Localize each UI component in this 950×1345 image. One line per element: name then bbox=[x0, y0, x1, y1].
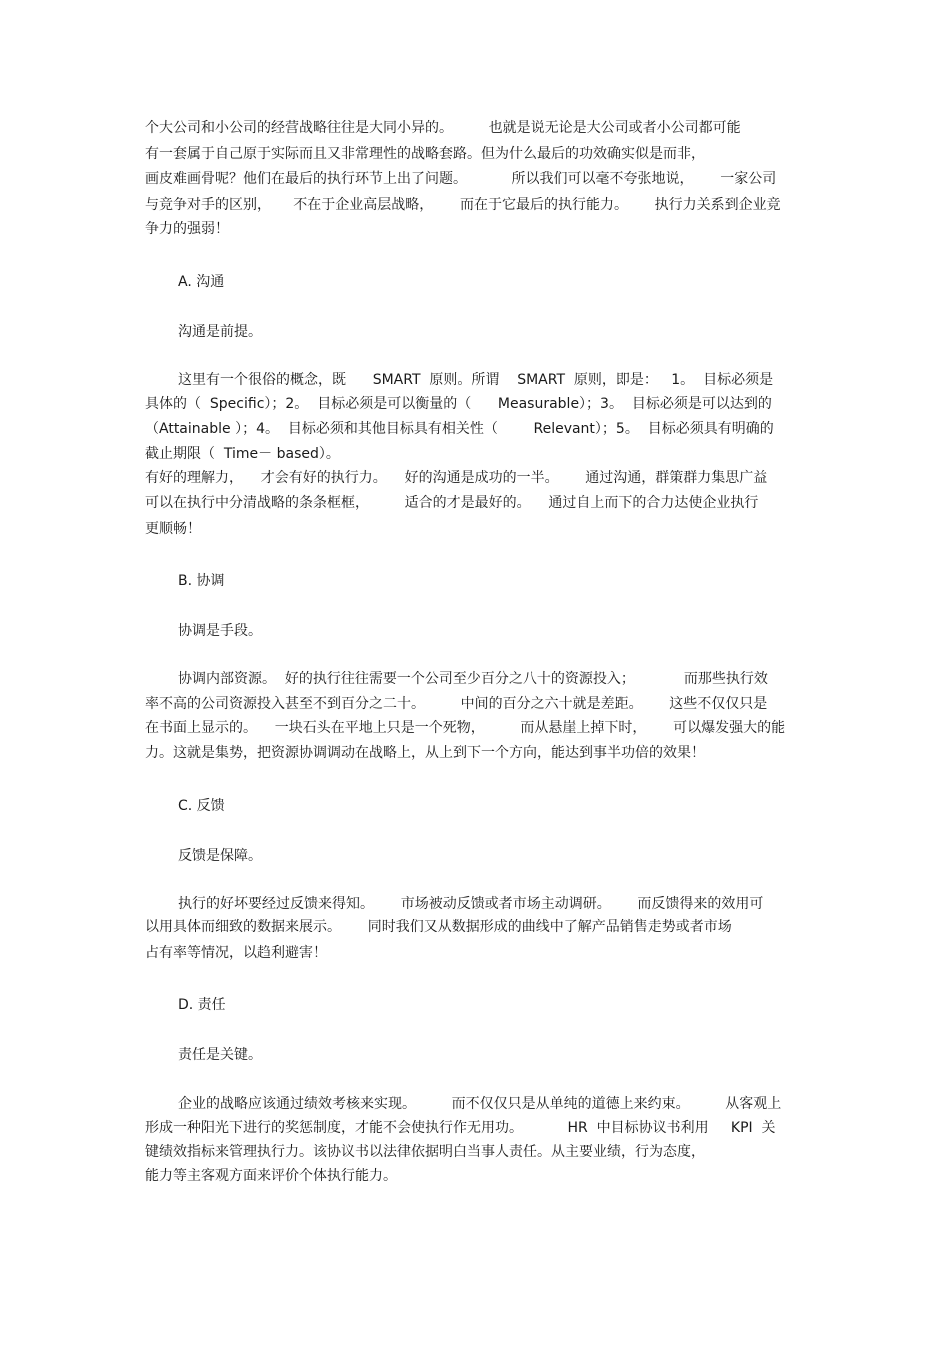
section-tagline: 反馈是保障。 bbox=[178, 848, 262, 864]
section-heading: B. 协调 bbox=[178, 573, 225, 589]
text-line: 率不高的公司资源投入甚至不到百分之二十。 中间的百分之六十就是差距。 这些不仅仅只是 bbox=[145, 696, 768, 712]
text-line: 与竞争对手的区别， 不在于企业高层战略， 而在于它最后的执行能力。 执行力关系到企业竞 bbox=[145, 197, 781, 213]
text-line: 争力的强弱！ bbox=[145, 221, 229, 237]
text-line: 这里有一个很俗的概念，既 SMART 原则。所谓 SMART 原则，即是： 1。 目标必须是 bbox=[178, 372, 774, 388]
text-line: 可以在执行中分清战略的条条框框， 适合的才是最好的。 通过自上而下的合力达使企业执行 bbox=[145, 495, 759, 511]
text-line: 以用具体而细致的数据来展示。 同时我们又从数据形成的曲线中了解产品销售走势或者市场 bbox=[145, 919, 732, 935]
text-line: 执行的好坏要经过反馈来得知。 市场被动反馈或者市场主动调研。 而反馈得来的效用可 bbox=[178, 896, 764, 912]
text-line: 个大公司和小公司的经营战略往往是大同小异的。 也就是说无论是大公司或者小公司都可能 bbox=[145, 120, 741, 136]
text-line: 能力等主客观方面来评价个体执行能力。 bbox=[145, 1168, 397, 1184]
text-line: 占有率等情况，以趋利避害！ bbox=[145, 945, 327, 961]
text-line: 力。这就是集势，把资源协调调动在战略上，从上到下一个方向，能达到事半功倍的效果！ bbox=[145, 745, 705, 761]
text-line: 协调内部资源。 好的执行往往需要一个公司至少百分之八十的资源投入； 而那些执行效 bbox=[178, 671, 768, 687]
text-line: 有一套属于自己原于实际而且又非常理性的战略套路。但为什么最后的功效确实似是而非， bbox=[145, 146, 705, 162]
text-line: 在书面上显示的。 一块石头在平地上只是一个死物， 而从悬崖上掉下时， 可以爆发强大的能 bbox=[145, 720, 786, 736]
text-line: 具体的（ Specific）；2。 目标必须是可以衡量的（ Measurable）；3。 目标必须是可以达到的 bbox=[145, 396, 772, 412]
section-heading: C. 反馈 bbox=[178, 798, 225, 814]
text-line: 画皮难画骨呢？他们在最后的执行环节上出了问题。 所以我们可以毫不夸张地说， 一家公司 bbox=[145, 171, 777, 187]
section-tagline: 责任是关键。 bbox=[178, 1047, 262, 1063]
section-heading: D. 责任 bbox=[178, 997, 226, 1013]
text-line: 企业的战略应该通过绩效考核来实现。 而不仅仅只是从单纯的道德上来约束。 从客观上 bbox=[178, 1096, 782, 1112]
section-tagline: 沟通是前提。 bbox=[178, 324, 262, 340]
text-line: 更顺畅！ bbox=[145, 521, 201, 537]
text-line: 有好的理解力， 才会有好的执行力。 好的沟通是成功的一半。 通过沟通，群策群力集思广益 bbox=[145, 470, 768, 486]
section-heading: A. 沟通 bbox=[178, 274, 225, 290]
section-tagline: 协调是手段。 bbox=[178, 623, 262, 639]
text-line: 截止期限（ Time－ based）。 bbox=[145, 446, 340, 462]
text-line: 键绩效指标来管理执行力。该协议书以法律依据明白当事人责任。从主要业绩，行为态度， bbox=[145, 1144, 705, 1160]
text-line: （Attainable ）；4。 目标必须和其他目标具有相关性（ Relevant）；5。 目标必须具有明确的 bbox=[145, 421, 774, 437]
text-line: 形成一种阳光下进行的奖惩制度，才能不会使执行作无用功。 HR 中目标协议书利用 KPI 关 bbox=[145, 1120, 776, 1136]
